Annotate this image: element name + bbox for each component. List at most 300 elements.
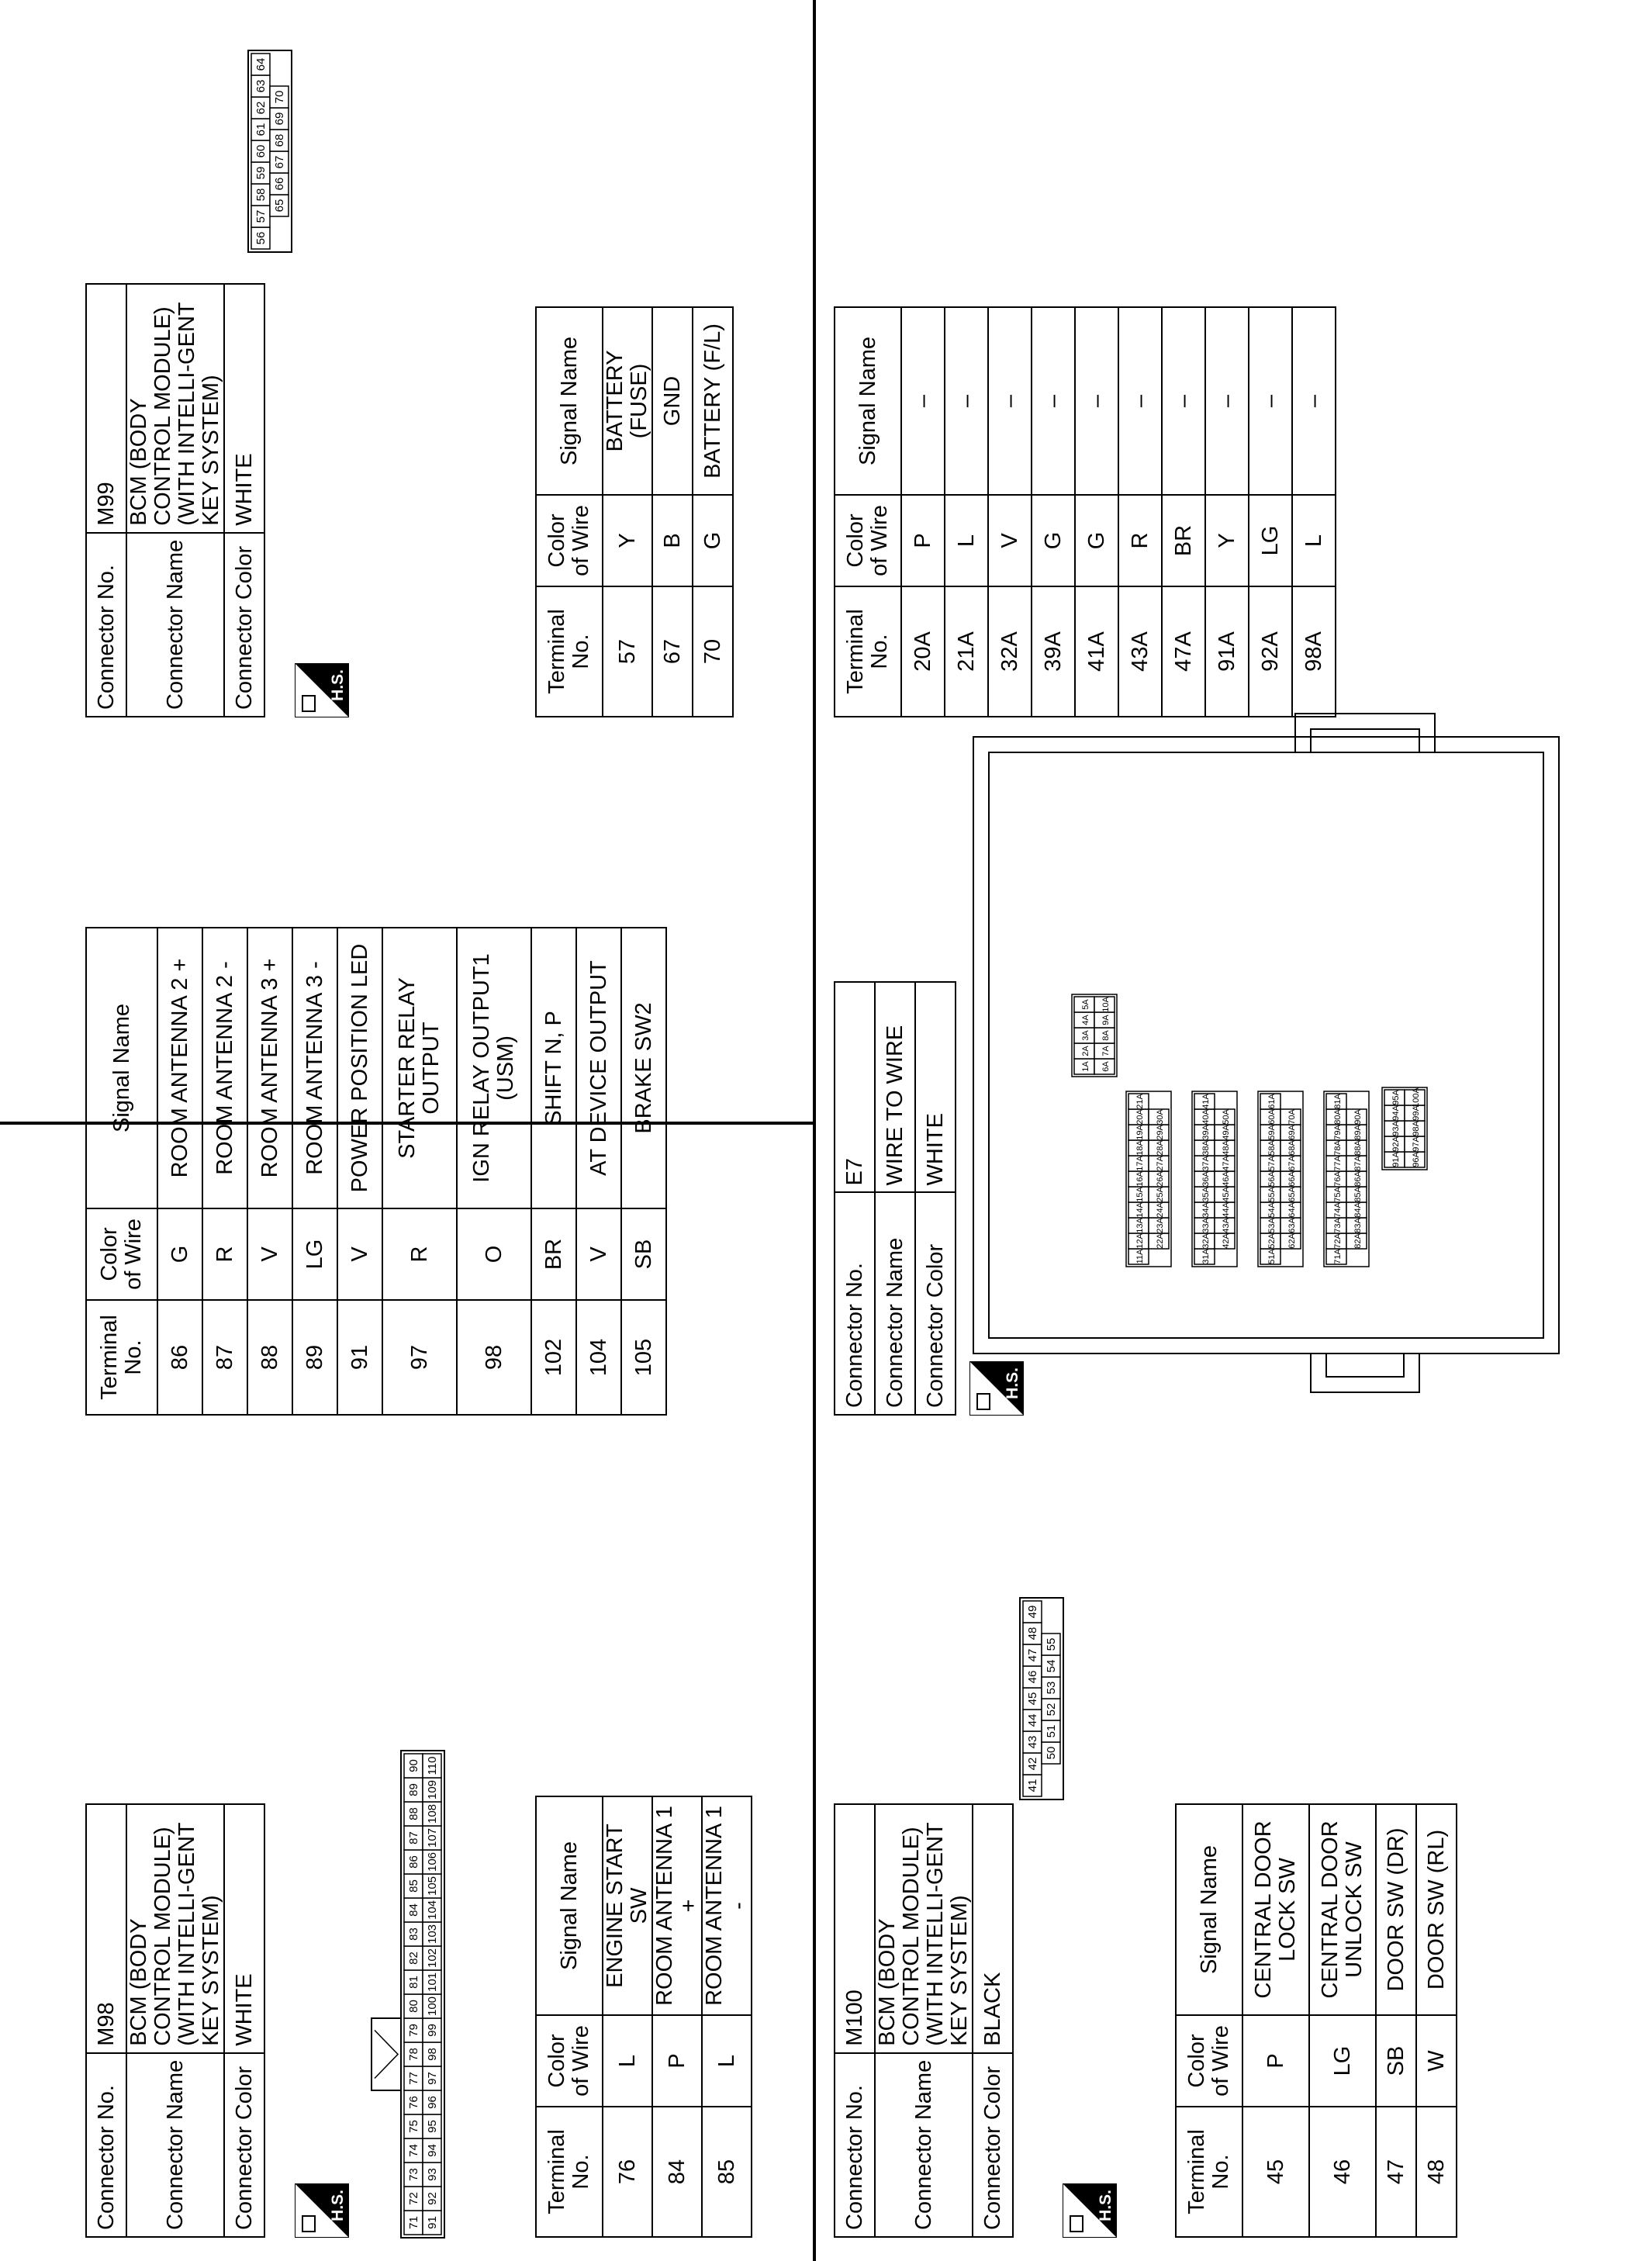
connector-pin <box>1405 1087 1425 1107</box>
connector-pin <box>404 2138 423 2162</box>
pin-label: 57A <box>1267 1156 1277 1171</box>
signal-name: ENGINE START SW <box>603 1796 652 2015</box>
signal-name: – <box>1032 307 1075 495</box>
connector-pin <box>423 2138 441 2162</box>
connector-pin <box>1074 997 1094 1012</box>
connector-color-value: BLACK <box>973 1804 1013 2053</box>
pin-label: 101 <box>426 1972 439 1993</box>
connector-pin <box>1074 1028 1094 1043</box>
signal-name: – <box>1162 307 1205 495</box>
terminal-row <box>1075 307 1118 717</box>
connector-pin <box>1260 1249 1280 1264</box>
pin-label: 109 <box>426 1779 439 1800</box>
wire-color: R <box>1118 495 1162 586</box>
wire-color: BR <box>531 1208 576 1300</box>
horizontal-divider <box>813 0 816 2261</box>
connector-pin <box>1326 1171 1346 1187</box>
signal-name: BATTERY (FUSE) <box>603 307 652 495</box>
connector-pin <box>1346 1218 1367 1233</box>
pin-label: 67A <box>1287 1156 1297 1171</box>
signal-name: BRAKE SW2 <box>621 928 666 1208</box>
connector-no-value: E7 <box>835 982 875 1193</box>
wire-color: P <box>652 2015 702 2107</box>
pin-label: 89 <box>407 1783 420 1796</box>
pin-label: 25A <box>1156 1187 1165 1202</box>
terminal-no: 89 <box>292 1300 337 1415</box>
terminal-no: 85 <box>702 2107 752 2237</box>
connector-pin <box>1326 1156 1346 1171</box>
connector-pin <box>423 1754 441 1778</box>
pin-label: 3A <box>1081 1030 1090 1041</box>
connector-pin <box>1215 1233 1235 1249</box>
signal-name: GND <box>652 307 693 495</box>
pin-label: 16A <box>1135 1171 1145 1187</box>
pin-label: 65 <box>273 199 286 213</box>
terminal-row <box>382 928 457 1415</box>
connector-pin <box>423 1898 441 1922</box>
pin-label: 95A <box>1391 1090 1401 1105</box>
pin-label: 56 <box>254 231 268 245</box>
pin-label: 87A <box>1353 1156 1363 1171</box>
connector-pin <box>1260 1094 1280 1109</box>
connector-pin <box>423 1970 441 1994</box>
pin-label: 77A <box>1333 1156 1343 1171</box>
pin-label: 61A <box>1267 1094 1277 1109</box>
connector-pin <box>423 1778 441 1802</box>
connector-color-label: Connector Color <box>973 2053 1013 2237</box>
wire-color: B <box>652 495 693 586</box>
pin-label: 107 <box>426 1827 439 1848</box>
connector-pin <box>251 119 270 140</box>
terminal-no: 87 <box>202 1300 247 1415</box>
pin-label: 72 <box>407 2192 420 2205</box>
connector-pin <box>1149 1156 1169 1171</box>
terminal-row <box>1118 307 1162 717</box>
connector-pin <box>1215 1218 1235 1233</box>
pin-label: 56A <box>1267 1171 1277 1187</box>
connector-pin <box>1128 1109 1149 1125</box>
pin-label: 85 <box>407 1879 420 1893</box>
pin-label: 50 <box>1045 1746 1058 1760</box>
header-signal-name: Signal Name <box>835 307 901 495</box>
pin-label: 71A <box>1333 1249 1343 1264</box>
connector-pin <box>1023 1753 1042 1775</box>
connector-pin <box>1326 1140 1346 1156</box>
connector-pin <box>1326 1233 1346 1249</box>
terminal-row <box>1376 1804 1416 2237</box>
connector-no-label: Connector No. <box>86 2053 126 2237</box>
connector-pin <box>1215 1202 1235 1218</box>
connector-pin <box>1326 1218 1346 1233</box>
terminal-no: 92A <box>1249 586 1292 717</box>
connector-pin <box>1384 1090 1405 1105</box>
wire-color: W <box>1416 2015 1457 2107</box>
wire-color: V <box>988 495 1032 586</box>
pin-label: 44 <box>1026 1713 1039 1727</box>
wire-color: G <box>1032 495 1075 586</box>
pin-label: 45 <box>1026 1692 1039 1706</box>
wire-color: LG <box>1249 495 1292 586</box>
pin-label: 42A <box>1222 1233 1231 1249</box>
connector-no-label: Connector No. <box>86 533 126 717</box>
pin-label: 46A <box>1222 1171 1231 1187</box>
connector-pin <box>251 227 270 249</box>
wire-color: P <box>901 495 945 586</box>
pin-label: 98 <box>426 2048 439 2061</box>
pin-label: 100 <box>426 1996 439 2017</box>
connector-pin <box>404 1802 423 1826</box>
connector-name-label: Connector Name <box>875 2053 973 2237</box>
terminal-no: 76 <box>603 2107 652 2237</box>
signal-name: IGN RELAY OUTPUT1 (USM) <box>457 928 531 1208</box>
connector-pin <box>1405 1136 1425 1152</box>
connector-pin <box>1326 1109 1346 1125</box>
terminal-no: 102 <box>531 1300 576 1415</box>
terminal-no: 47 <box>1376 2107 1416 2237</box>
connector-pin <box>1260 1187 1280 1202</box>
connector-pin <box>404 2114 423 2138</box>
terminal-row <box>693 307 733 717</box>
terminal-no: 98 <box>457 1300 531 1415</box>
pin-label: 60 <box>254 144 268 158</box>
terminal-no: 41A <box>1075 586 1118 717</box>
pin-label: 52 <box>1045 1703 1058 1716</box>
connector-pin <box>404 1826 423 1850</box>
terminal-no: 45 <box>1242 2107 1309 2237</box>
signal-name: CENTRAL DOOR LOCK SW <box>1242 1804 1309 2015</box>
wire-color: L <box>603 2015 652 2107</box>
connector-pin <box>1194 1218 1215 1233</box>
connector-pin <box>1326 1202 1346 1218</box>
terminal-no: 57 <box>603 586 652 717</box>
connector-pin <box>270 130 289 151</box>
pin-label: 82 <box>407 1952 420 1965</box>
connector-pin <box>1194 1233 1215 1249</box>
hs-label: H.S. <box>1097 2190 1115 2221</box>
terminal-no: 47A <box>1162 586 1205 717</box>
connector-no-label: Connector No. <box>835 2053 875 2237</box>
pin-label: 93A <box>1391 1121 1401 1136</box>
connector-pin <box>1346 1202 1367 1218</box>
header-signal-name: Signal Name <box>536 307 603 495</box>
pin-label: 64A <box>1287 1202 1297 1218</box>
pin-label: 57 <box>254 209 268 223</box>
connector-pin <box>270 151 289 173</box>
header-terminal-no: Terminal No. <box>1176 2107 1242 2237</box>
signal-name: AT DEVICE OUTPUT <box>576 928 621 1208</box>
pin-label: 27A <box>1156 1156 1165 1171</box>
pin-label: 81 <box>407 1976 420 1989</box>
connector-pin <box>404 2090 423 2114</box>
pin-label: 106 <box>426 1851 439 1872</box>
header-signal-name: Signal Name <box>1176 1804 1242 2015</box>
wire-color: G <box>1075 495 1118 586</box>
terminal-row <box>1309 1804 1376 2237</box>
connector-no-value: M99 <box>86 284 126 533</box>
pin-label: 39A <box>1201 1125 1211 1140</box>
wire-color: SB <box>621 1208 666 1300</box>
connector-pin <box>404 2187 423 2211</box>
connector-pin <box>1280 1218 1301 1233</box>
connector-pin <box>1074 1012 1094 1028</box>
pin-label: 51 <box>1045 1724 1058 1738</box>
pin-label: 110 <box>426 1756 439 1775</box>
connector-pin <box>1280 1187 1301 1202</box>
connector-pin <box>423 1874 441 1898</box>
pin-label: 54 <box>1045 1659 1058 1673</box>
connector-pin <box>423 1850 441 1874</box>
connector-pin <box>1260 1156 1280 1171</box>
terminal-row <box>157 928 202 1415</box>
terminal-row <box>1162 307 1205 717</box>
terminal-no: 48 <box>1416 2107 1457 2237</box>
connector-pin <box>404 1778 423 1802</box>
connector-pin <box>1346 1233 1367 1249</box>
pin-label: 36A <box>1201 1171 1211 1187</box>
pin-label: 47 <box>1026 1648 1039 1662</box>
connector-pin <box>404 1898 423 1922</box>
pin-label: 40A <box>1201 1109 1211 1125</box>
terminal-row <box>1416 1804 1457 2237</box>
pin-label: 81A <box>1333 1094 1343 1109</box>
pin-label: 86A <box>1353 1171 1363 1187</box>
connector-pin <box>1128 1202 1149 1218</box>
connector-pin <box>1042 1742 1060 1764</box>
connector-pin <box>1094 1059 1115 1074</box>
connector-pin <box>1260 1233 1280 1249</box>
terminal-no: 43A <box>1118 586 1162 717</box>
connector-pin <box>1280 1233 1301 1249</box>
header-wire-color: Color of Wire <box>536 2015 603 2107</box>
pin-label: 87 <box>407 1831 420 1844</box>
pin-label: 33A <box>1201 1218 1211 1233</box>
pin-label: 100A <box>1412 1087 1421 1108</box>
pin-label: 80A <box>1333 1109 1343 1125</box>
pin-label: 7A <box>1101 1046 1111 1056</box>
signal-name: – <box>1118 307 1162 495</box>
pin-label: 88A <box>1353 1140 1363 1156</box>
connector-pin <box>1194 1094 1215 1109</box>
pin-label: 108 <box>426 1803 439 1824</box>
pin-label: 75A <box>1333 1187 1343 1202</box>
pin-label: 66A <box>1287 1171 1297 1187</box>
pin-label: 43 <box>1026 1735 1039 1749</box>
terminal-row <box>457 928 531 1415</box>
connector-pin <box>1346 1156 1367 1171</box>
signal-name: BATTERY (F/L) <box>693 307 733 495</box>
header-signal-name: Signal Name <box>536 1796 603 2015</box>
pin-label: 50A <box>1222 1109 1231 1125</box>
connector-pin <box>1128 1125 1149 1140</box>
pin-label: 22A <box>1156 1233 1165 1249</box>
connector-pin <box>1194 1171 1215 1187</box>
connector-pin <box>423 2066 441 2090</box>
pin-label: 11A <box>1135 1249 1145 1264</box>
hs-symbol <box>1063 2183 1117 2238</box>
wire-color: G <box>693 495 733 586</box>
wire-color: Y <box>1205 495 1249 586</box>
pin-label: 61 <box>254 123 268 137</box>
terminal-no: 67 <box>652 586 693 717</box>
pin-label: 52A <box>1267 1233 1277 1249</box>
pin-label: 63 <box>254 79 268 93</box>
connector-pin <box>1094 1043 1115 1059</box>
connector-pin <box>1023 1731 1042 1753</box>
pin-label: 98A <box>1412 1121 1421 1136</box>
connector-pin <box>1260 1202 1280 1218</box>
wire-color: O <box>457 1208 531 1300</box>
connector-pin <box>1346 1140 1367 1156</box>
connector-pin <box>423 2042 441 2066</box>
header-wire-color: Color of Wire <box>1176 2015 1242 2107</box>
connector-pin <box>1215 1109 1235 1125</box>
connector-pin <box>251 54 270 75</box>
connector-pin <box>423 2114 441 2138</box>
pin-label: 62A <box>1287 1233 1297 1249</box>
pin-label: 23A <box>1156 1218 1165 1233</box>
terminal-row <box>988 307 1032 717</box>
terminal-row <box>292 928 337 1415</box>
m98-terminal-table <box>535 1796 752 2238</box>
m98-connector-face <box>361 1741 454 2238</box>
pin-label: 105 <box>426 1876 439 1896</box>
connector-pin <box>1042 1655 1060 1677</box>
pin-label: 82A <box>1353 1233 1363 1249</box>
connector-pin <box>1149 1171 1169 1187</box>
pin-label: 43A <box>1222 1218 1231 1233</box>
pin-label: 92 <box>426 2192 439 2205</box>
wire-color: P <box>1242 2015 1309 2107</box>
pin-label: 6A <box>1101 1061 1111 1072</box>
connector-pin <box>404 1874 423 1898</box>
connector-pin <box>1023 1623 1042 1644</box>
pin-label: 62 <box>254 101 268 115</box>
terminal-row <box>1242 1804 1309 2237</box>
terminal-row <box>901 307 945 717</box>
terminal-no: 46 <box>1309 2107 1376 2237</box>
pin-label: 102 <box>426 1948 439 1969</box>
pin-label: 73 <box>407 2168 420 2181</box>
connector-name-label: Connector Name <box>126 533 224 717</box>
connector-pin <box>404 1994 423 2018</box>
pin-label: 41 <box>1026 1779 1039 1793</box>
terminal-row <box>1292 307 1336 717</box>
pin-label: 28A <box>1156 1140 1165 1156</box>
signal-name: – <box>1292 307 1336 495</box>
pin-label: 29A <box>1156 1125 1165 1140</box>
header-wire-color: Color of Wire <box>835 495 901 586</box>
connector-pin <box>1074 1043 1094 1059</box>
pin-label: 68 <box>273 133 286 147</box>
pin-label: 83 <box>407 1927 420 1941</box>
m99-connector-face <box>248 19 310 252</box>
pin-label: 94 <box>426 2144 439 2157</box>
terminal-row <box>337 928 382 1415</box>
pin-label: 84A <box>1353 1202 1363 1218</box>
pin-label: 4A <box>1081 1015 1090 1025</box>
pin-label: 90A <box>1353 1109 1363 1125</box>
connector-pin <box>404 1922 423 1946</box>
pin-label: 89A <box>1353 1125 1363 1140</box>
pin-label: 12A <box>1135 1233 1145 1249</box>
pin-label: 72A <box>1333 1233 1343 1249</box>
connector-pin <box>270 86 289 108</box>
connector-pin <box>423 1946 441 1970</box>
connector-name-value: BCM (BODY CONTROL MODULE) (WITH INTELLI-GENT KEY SYSTEM) <box>875 1804 973 2053</box>
connector-pin <box>1149 1202 1169 1218</box>
signal-name: ROOM ANTENNA 1 + <box>652 1796 702 2015</box>
connector-pin <box>1128 1156 1149 1171</box>
connector-color-value: WHITE <box>915 982 956 1193</box>
connector-pin <box>1405 1152 1425 1167</box>
connector-pin <box>1094 1012 1115 1028</box>
signal-name: POWER POSITION LED <box>337 928 382 1208</box>
connector-no-value: M100 <box>835 1804 875 2053</box>
pin-label: 9A <box>1101 1015 1111 1025</box>
connector-pin <box>423 1994 441 2018</box>
connector-pin <box>1194 1202 1215 1218</box>
pin-label: 85A <box>1353 1187 1363 1202</box>
pin-label: 77 <box>407 2072 420 2085</box>
pin-label: 47A <box>1222 1156 1231 1171</box>
terminal-row <box>621 928 666 1415</box>
hs-label: H.S. <box>329 669 347 701</box>
connector-pin <box>1042 1634 1060 1655</box>
pin-label: 55 <box>1045 1637 1058 1651</box>
m98-info-table <box>85 1803 265 2238</box>
connector-lock-tab <box>1295 714 1435 752</box>
connector-pin <box>1215 1140 1235 1156</box>
pin-label: 75 <box>407 2120 420 2133</box>
connector-pin <box>404 2018 423 2042</box>
terminal-no: 70 <box>693 586 733 717</box>
pin-label: 99 <box>426 2024 439 2037</box>
pin-label: 84 <box>407 1903 420 1917</box>
pin-label: 41A <box>1201 1094 1211 1109</box>
pin-label: 73A <box>1333 1218 1343 1233</box>
wire-color: LG <box>1309 2015 1376 2107</box>
terminal-no: 104 <box>576 1300 621 1415</box>
connector-pin <box>1094 997 1115 1012</box>
connector-pin <box>423 2018 441 2042</box>
connector-pin <box>404 2066 423 2090</box>
pin-label: 24A <box>1156 1202 1165 1218</box>
wire-color: R <box>382 1208 457 1300</box>
signal-name: DOOR SW (RL) <box>1416 1804 1457 2015</box>
terminal-row <box>1249 307 1292 717</box>
header-signal-name: Signal Name <box>86 928 157 1208</box>
pin-label: 76A <box>1333 1171 1343 1187</box>
connector-pin <box>423 2211 441 2235</box>
pin-label: 35A <box>1201 1187 1211 1202</box>
connector-pin <box>1128 1140 1149 1156</box>
connector-pin <box>423 2090 441 2114</box>
connector-no-label: Connector No. <box>835 1193 875 1416</box>
signal-name: ROOM ANTENNA 1 - <box>702 1796 752 2015</box>
connector-pin <box>1280 1125 1301 1140</box>
wire-color: V <box>247 1208 292 1300</box>
hs-label: H.S. <box>329 2190 347 2221</box>
pin-label: 69 <box>273 112 286 126</box>
wire-color: BR <box>1162 495 1205 586</box>
connector-pin <box>1215 1187 1235 1202</box>
pin-label: 26A <box>1156 1171 1165 1187</box>
wire-color: SB <box>1376 2015 1416 2107</box>
pin-label: 30A <box>1156 1109 1165 1125</box>
connector-pin <box>1194 1109 1215 1125</box>
pin-label: 63A <box>1287 1218 1297 1233</box>
wire-color: L <box>702 2015 752 2107</box>
